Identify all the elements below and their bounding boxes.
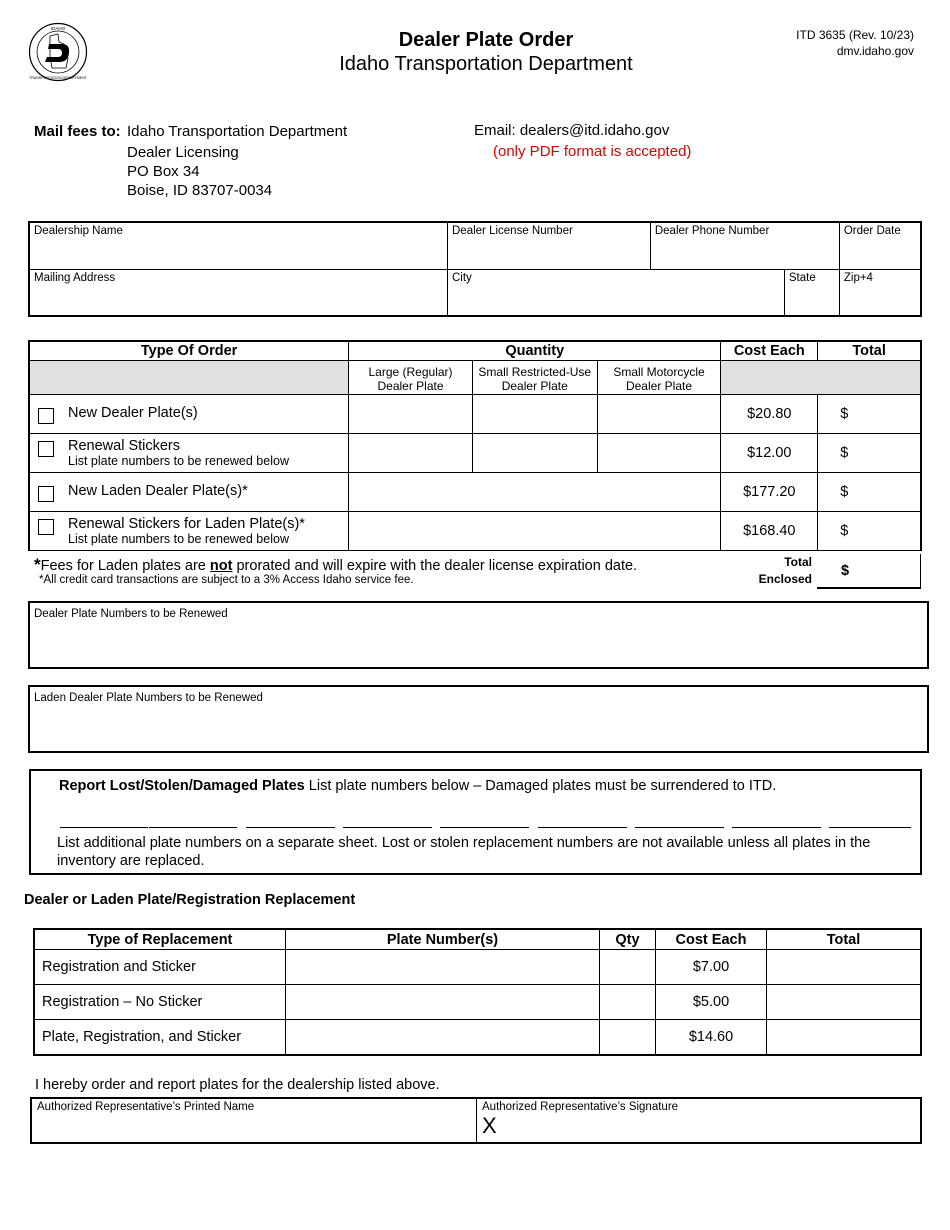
total-enclosed-label: [740, 554, 812, 588]
form-title-block: [300, 28, 672, 76]
signature-table: [30, 1097, 922, 1144]
pdf-note-close: ): [686, 143, 692, 160]
type-of-order-header: Type Of Order: [29, 341, 349, 361]
replacement-row: [34, 985, 921, 1020]
phone-number-label: Dealer Phone Number: [654, 225, 770, 237]
order-statement: I hereby order and report plates for the dealership listed above.: [35, 1077, 440, 1093]
fees-note-emphasis: not: [209, 558, 233, 574]
signature-field[interactable]: [477, 1098, 922, 1143]
qty-header: Qty: [600, 929, 656, 950]
zip-field[interactable]: [839, 269, 921, 316]
replacement-cost-header: Cost Each: [656, 929, 767, 950]
mail-address-line: PO Box 34: [127, 163, 200, 180]
email-block: [474, 120, 691, 162]
pdf-note: [474, 141, 691, 162]
replacement-row: [34, 950, 921, 985]
seal-text-bottom: TRANSPORTATION DEPARTMENT: [29, 76, 87, 80]
row-total-field[interactable]: $: [818, 473, 921, 512]
lost-plate-line[interactable]: [732, 827, 821, 828]
lost-stolen-text: List plate numbers below – Damaged plates must be surrendered to ITD.: [304, 778, 777, 794]
new-laden-plate-checkbox[interactable]: [38, 486, 54, 502]
qty-motorcycle-header: Small Motorcycle Dealer Plate: [597, 361, 721, 395]
row-total-field[interactable]: $: [818, 395, 921, 434]
qty-input[interactable]: [600, 950, 656, 985]
plate-numbers-input[interactable]: [286, 1020, 600, 1055]
laden-renewal-checkbox[interactable]: [38, 519, 54, 535]
itd-seal-logo: [28, 22, 88, 82]
new-dealer-plate-checkbox[interactable]: [38, 408, 54, 424]
printed-name-label: Authorized Representative’s Printed Name: [37, 1101, 255, 1113]
qty-motorcycle-input[interactable]: [597, 395, 721, 434]
pdf-note-open: (: [493, 143, 498, 160]
qty-restricted-input[interactable]: [472, 395, 597, 434]
lost-stolen-section: [29, 769, 922, 875]
form-title: Dealer Plate Order: [398, 29, 574, 51]
lost-plate-line[interactable]: [635, 827, 724, 828]
fees-note-pre: Fees for Laden plates are: [40, 558, 210, 574]
quantity-header: Quantity: [349, 341, 721, 361]
replacement-cost: $7.00: [656, 950, 767, 985]
order-date-label: Order Date: [843, 225, 901, 237]
laden-renew-numbers-label: Laden Dealer Plate Numbers to be Renewed: [34, 692, 263, 704]
fees-star: *: [34, 555, 41, 574]
qty-restricted-header: Small Restricted-Use Dealer Plate: [472, 361, 597, 395]
total-enclosed-dollar: $: [841, 563, 850, 579]
email-address[interactable]: Email: dealers@itd.idaho.gov: [474, 122, 670, 139]
replacement-type: Plate, Registration, and Sticker: [34, 1020, 286, 1055]
plate-numbers-header: Plate Number(s): [286, 929, 600, 950]
qty-input[interactable]: [600, 985, 656, 1020]
replacement-type: Registration and Sticker: [34, 950, 286, 985]
replacement-total-input[interactable]: [767, 950, 922, 985]
laden-fees-note: [34, 556, 637, 575]
department-name: Idaho Transportation Department: [339, 53, 633, 75]
qty-large-input[interactable]: [349, 434, 473, 473]
replacement-total-header: Total: [767, 929, 922, 950]
replacement-table: [33, 928, 922, 1056]
row-total-field[interactable]: $: [818, 434, 921, 473]
mailing-address-field[interactable]: [29, 269, 448, 316]
seal-letter: D: [81, 52, 85, 56]
row-total-field[interactable]: $: [818, 512, 921, 551]
qty-large-header: Large (Regular) Dealer Plate: [349, 361, 473, 395]
license-number-label: Dealer License Number: [452, 225, 573, 237]
order-row-new-dealer: [29, 395, 921, 434]
cost-each-value: $177.20: [721, 473, 818, 512]
dealership-name-field[interactable]: [29, 222, 448, 269]
qty-motorcycle-input[interactable]: [597, 434, 721, 473]
replacement-section-title: Dealer or Laden Plate/Registration Replacement: [24, 892, 356, 908]
qty-laden-renewal-input[interactable]: [349, 512, 721, 551]
signature-x-mark: X: [482, 1113, 497, 1138]
mail-fees-block: [34, 122, 347, 200]
total-header: Total: [818, 341, 921, 361]
phone-number-field[interactable]: [650, 222, 839, 269]
replacement-type: Registration – No Sticker: [34, 985, 286, 1020]
replacement-total-input[interactable]: [767, 985, 922, 1020]
order-row-laden-renewal: [29, 512, 921, 551]
lost-plate-line[interactable]: [60, 827, 148, 828]
dealer-info-table: [28, 221, 922, 317]
laden-renewal-sublabel: List plate numbers to be renewed below: [68, 532, 289, 546]
new-dealer-plate-label: New Dealer Plate(s): [68, 404, 198, 421]
type-subheader-blank: [29, 361, 349, 395]
lost-plate-line[interactable]: [538, 827, 627, 828]
dealer-renew-numbers-label: Dealer Plate Numbers to be Renewed: [34, 608, 228, 620]
order-date-field[interactable]: [839, 222, 921, 269]
website-link[interactable]: dmv.idaho.gov: [836, 44, 914, 58]
order-row-new-laden: [29, 473, 921, 512]
replacement-total-input[interactable]: [767, 1020, 922, 1055]
dealer-renew-numbers-field[interactable]: [28, 601, 929, 669]
cost-subheader-blank: [721, 361, 921, 395]
state-label: State: [788, 271, 816, 284]
replacement-row: [34, 1020, 921, 1055]
mail-address: [127, 122, 347, 200]
license-number-field[interactable]: [448, 222, 651, 269]
lost-plate-line[interactable]: [343, 827, 432, 828]
mail-address-line: Idaho Transportation Department: [127, 123, 348, 140]
seal-text-top: IDAHO: [50, 26, 66, 31]
enclosed-label: Enclosed: [758, 572, 812, 586]
fees-note-post: prorated and will expire with the dealer license expiration date.: [232, 558, 638, 574]
replacement-cost: $14.60: [656, 1020, 767, 1055]
pdf-note-text: only PDF format is accepted: [498, 143, 687, 160]
cost-each-value: $168.40: [721, 512, 818, 551]
renewal-stickers-sublabel: List plate numbers to be renewed below: [68, 454, 289, 468]
lost-plate-line[interactable]: [829, 827, 911, 828]
qty-restricted-input[interactable]: [472, 434, 597, 473]
lost-stolen-footer: List additional plate numbers on a separate sheet. Lost or stolen replacement numbers are not available unless all plates in the inventory are replaced.: [57, 835, 871, 869]
type-of-replacement-header: Type of Replacement: [34, 929, 286, 950]
renewal-stickers-label: Renewal Stickers: [68, 438, 181, 454]
renewal-stickers-checkbox[interactable]: [38, 441, 54, 457]
mailing-address-label: Mailing Address: [34, 271, 116, 284]
lost-plate-line[interactable]: [440, 827, 529, 828]
zip-label: Zip+4: [843, 271, 873, 284]
form-number-block: [796, 27, 914, 59]
order-table: [28, 340, 922, 551]
printed-name-field[interactable]: [31, 1098, 477, 1143]
lost-stolen-header: [59, 778, 776, 794]
city-label: City: [452, 271, 472, 284]
cost-each-value: $20.80: [721, 395, 818, 434]
laden-renewal-label: Renewal Stickers for Laden Plate(s)*: [68, 516, 305, 532]
city-field[interactable]: [448, 269, 785, 316]
cost-each-header: Cost Each: [721, 341, 818, 361]
mail-address-line: Dealer Licensing: [127, 144, 239, 161]
lost-plate-line[interactable]: [246, 827, 335, 828]
new-laden-plate-label: New Laden Dealer Plate(s)*: [68, 482, 248, 499]
mail-address-line: Boise, ID 83707-0034: [127, 182, 273, 199]
credit-card-note: *All credit card transactions are subject to a 3% Access Idaho service fee.: [39, 574, 414, 586]
replacement-cost: $5.00: [656, 985, 767, 1020]
plate-numbers-input[interactable]: [286, 950, 600, 985]
total-label: Total: [784, 555, 812, 569]
lost-stolen-title: Report Lost/Stolen/Damaged Plates: [59, 778, 305, 794]
qty-input[interactable]: [600, 1020, 656, 1055]
qty-large-input[interactable]: [349, 395, 473, 434]
order-row-renewal: [29, 434, 921, 473]
mail-fees-label: Mail fees to:: [34, 123, 121, 140]
qty-laden-input[interactable]: [349, 473, 721, 512]
form-number: ITD 3635 (Rev. 10/23): [796, 28, 914, 42]
dealership-name-label: Dealership Name: [34, 225, 123, 237]
lost-plate-line[interactable]: [149, 827, 237, 828]
laden-renew-numbers-field[interactable]: [28, 685, 929, 753]
state-field[interactable]: [784, 269, 839, 316]
total-enclosed-field[interactable]: [817, 554, 921, 589]
signature-label: Authorized Representative’s Signature: [482, 1101, 679, 1113]
cost-each-value: $12.00: [721, 434, 818, 473]
plate-numbers-input[interactable]: [286, 985, 600, 1020]
